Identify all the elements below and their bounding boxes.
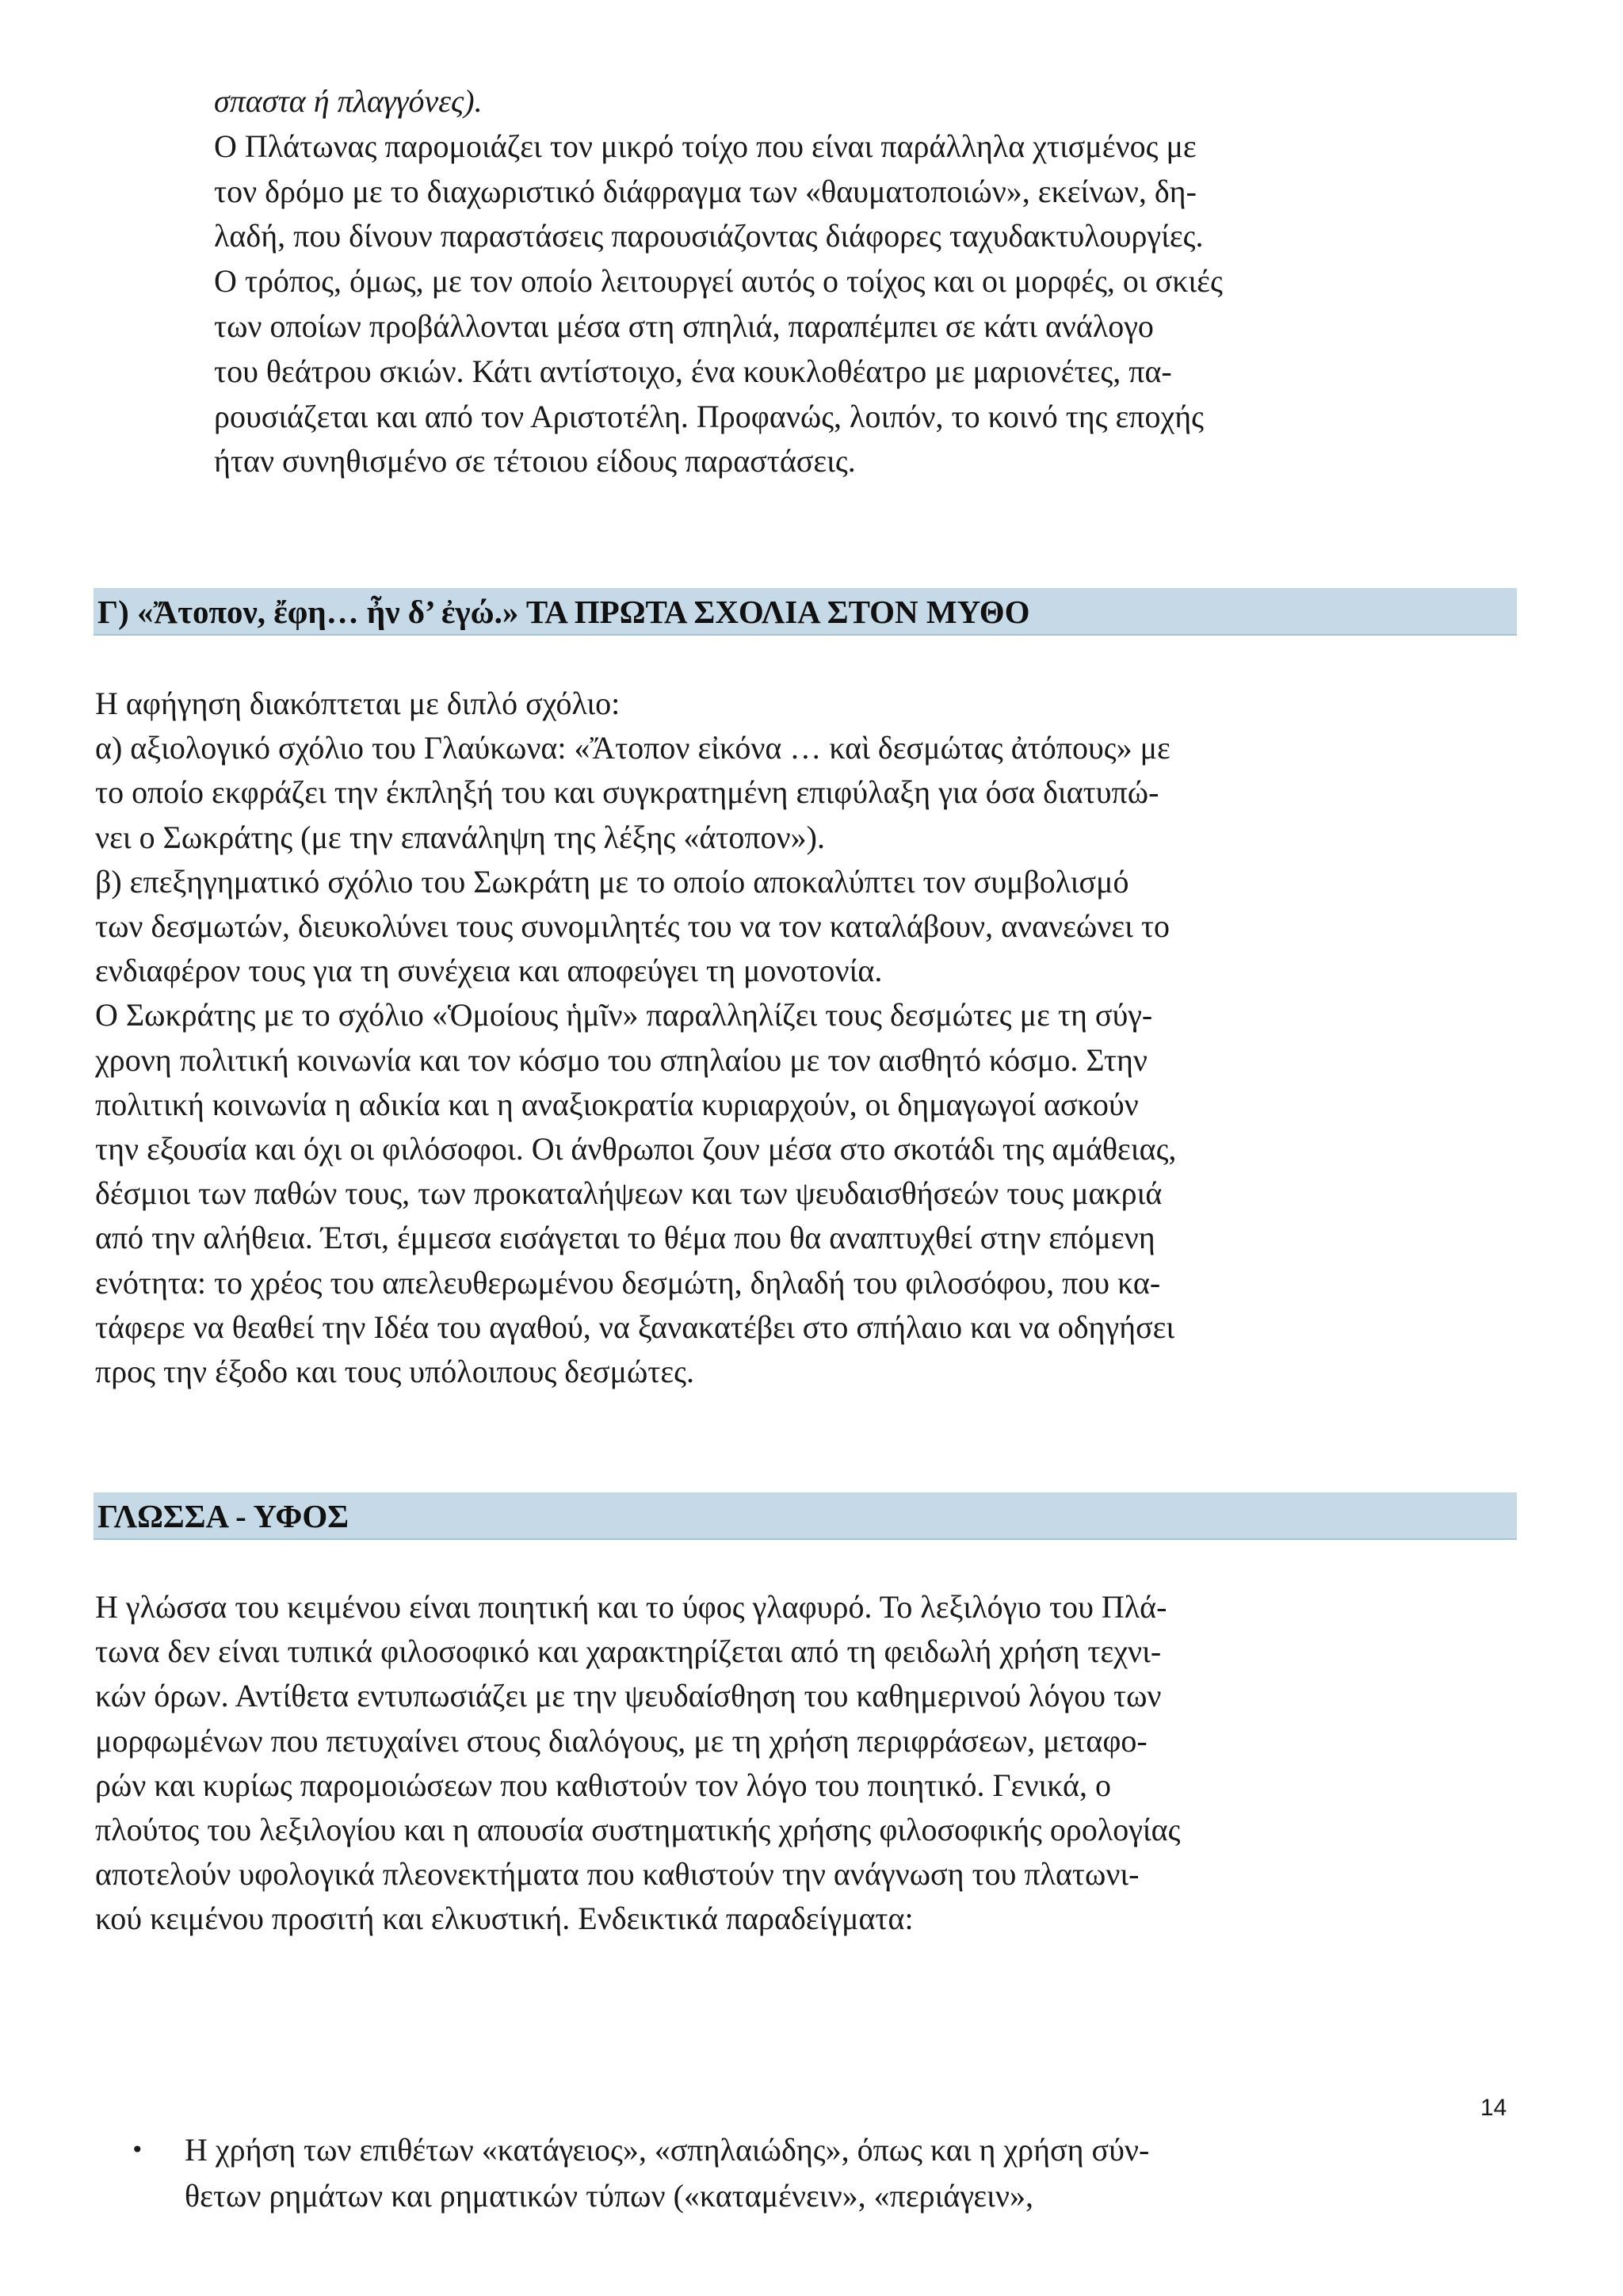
intro-line: ρουσιάζεται και από τον Αριστοτέλη. Προφανώς, λοιπόν, το κοινό της εποχής: [214, 398, 1205, 434]
body-line: τάφερε να θεαθεί την Ιδέα του αγαθού, να ξανακατέβει στο σπήλαιο και να οδηγήσει: [95, 1308, 1175, 1345]
body-line: πολιτική κοινωνία η αδικία και η αναξιοκρατία κυριαρχούν, οι δημαγωγοί ασκούν: [95, 1086, 1139, 1122]
body-line: των δεσμωτών, διευκολύνει τους συνομιλητές του να τον καταλάβουν, ανανεώνει το: [95, 908, 1170, 945]
body-line: τωνα δεν είναι τυπικά φιλοσοφικό και χαρακτηρίζεται από τη φειδωλή χρήση τεχνι-: [95, 1633, 1162, 1670]
body-line: μορφωμένων που πετυχαίνει στους διαλόγους, με τη χρήση περιφράσεων, μεταφο-: [95, 1722, 1148, 1759]
bullet-list: [127, 2127, 1522, 2219]
body-line: Η αφήγηση διακόπτεται με διπλό σχόλιο:: [95, 686, 621, 721]
body-line: το οποίο εκφράζει την έκπληξή του και συγκρατημένη επιφύλαξη για όσα διατυπώ-: [95, 774, 1159, 811]
body-line: κού κειμένου προσιτή και ελκυστική. Ενδεικτικά παραδείγματα:: [95, 1901, 914, 1937]
body-line: την εξουσία και όχι οι φιλόσοφοι. Οι άνθρωποι ζουν μέσα στο σκοτάδι της αμάθειας,: [95, 1131, 1177, 1167]
body-line: αποτελούν υφολογικά πλεονεκτήματα που καθιστούν την ανάγνωση του πλατωνι-: [95, 1856, 1140, 1893]
intro-line: Ο Πλάτωνας παρομοιάζει τον μικρό τοίχο που είναι παράλληλα χτισμένος με: [214, 128, 1197, 164]
body-line: ρών και κυρίως παρομοιώσεων που καθιστούν τον λόγο του ποιητικό. Γενικά, ο: [95, 1767, 1112, 1803]
section-heading-bar: [94, 588, 1517, 636]
body-line: κών όρων. Αντίθετα εντυπωσιάζει με την ψευδαίσθηση του καθημερινού λόγου των: [95, 1678, 1162, 1714]
intro-line: των οποίων προβάλλονται μέσα στη σπηλιά, παραπέμπει σε κάτι ανάλογο: [214, 308, 1154, 344]
page-number: 14: [1480, 2095, 1507, 2121]
intro-paragraph: [214, 79, 1514, 484]
section-heading: ΓΛΩΣΣΑ - ΥΦΟΣ: [97, 1498, 349, 1534]
list-item: [127, 2127, 1522, 2219]
section-heading: Γ) «Ἄτοπον, ἔφη… ἦν δ’ ἐγώ.» ΤΑ ΠΡΩΤΑ ΣΧΟΛΙΑ ΣΤΟΝ ΜΥΘΟ: [97, 594, 1030, 630]
body-line: Ο Σωκράτης με το σχόλιο «Ὁμοίους ἡμῖν» παραλληλίζει τους δεσμώτες με τη σύγ-: [95, 997, 1153, 1033]
bullet-icon: •: [131, 2137, 144, 2163]
intro-line: σπαστα ή πλαγγόνες).: [214, 83, 483, 119]
body-line: β) επεξηγηματικό σχόλιο του Σωκράτη με το οποίο αποκαλύπτει τον συμβολισμό: [95, 863, 1129, 900]
intro-line: τον δρόμο με το διαχωριστικό διάφραγμα των «θαυματοποιών», εκείνων, δη-: [214, 173, 1197, 209]
body-line: ενδιαφέρον τους για τη συνέχεια και αποφεύγει τη μονοτονία.: [95, 953, 883, 989]
intro-line: Ο τρόπος, όμως, με τον οποίο λειτουργεί αυτός ο τοίχος και οι μορφές, οι σκιές: [214, 263, 1223, 300]
bullet-line: Η χρήση των επιθέτων «κατάγειος», «σπηλαιώδης», όπως και η χρήση σύν-: [185, 2132, 1150, 2168]
body-line: χρονη πολιτική κοινωνία και τον κόσμο του σπηλαίου με τον αισθητό κόσμο. Στην: [95, 1041, 1148, 1078]
body-line: από την αλήθεια. Έτσι, έμμεσα εισάγεται το θέμα που θα αναπτυχθεί στην επόμενη: [95, 1220, 1155, 1256]
section-body: [95, 1585, 1514, 1942]
intro-line: του θεάτρου σκιών. Κάτι αντίστοιχο, ένα κουκλοθέατρο με μαριονέτες, πα-: [214, 353, 1172, 389]
intro-line: ήταν συνηθισμένο σε τέτοιου είδους παραστάσεις.: [214, 443, 856, 479]
body-line: δέσμιοι των παθών τους, των προκαταλήψεων και των ψευδαισθήσεών τους μακριά: [95, 1175, 1163, 1212]
bullet-line: θετων ρημάτων και ρηματικών τύπων («καταμένειν», «περιάγειν»,: [185, 2178, 1033, 2214]
body-line: ενότητα: το χρέος του απελευθερωμένου δεσμώτη, δηλαδή του φιλοσόφου, που κα-: [95, 1264, 1161, 1301]
intro-line: λαδή, που δίνουν παραστάσεις παρουσιάζοντας διάφορες ταχυδακτυλουργίες.: [214, 218, 1204, 254]
body-line: πλούτος του λεξιλογίου και η απουσία συστηματικής χρήσης φιλοσοφικής ορολογίας: [95, 1812, 1181, 1848]
body-line: α) αξιολογικό σχόλιο του Γλαύκωνα: «Ἄτοπον εἰκόνα … καὶ δεσμώτας ἀτόπους» με: [95, 730, 1170, 766]
body-line: νει ο Σωκράτης (με την επανάληψη της λέξης «άτοπον»).: [95, 819, 825, 855]
body-line: προς την έξοδο και τους υπόλοιπους δεσμώτες.: [95, 1354, 694, 1390]
body-line: Η γλώσσα του κειμένου είναι ποιητική και το ύφος γλαφυρό. Το λεξιλόγιο του Πλά-: [95, 1589, 1167, 1625]
section-body: [95, 682, 1514, 1394]
section-heading-bar: [94, 1492, 1517, 1540]
